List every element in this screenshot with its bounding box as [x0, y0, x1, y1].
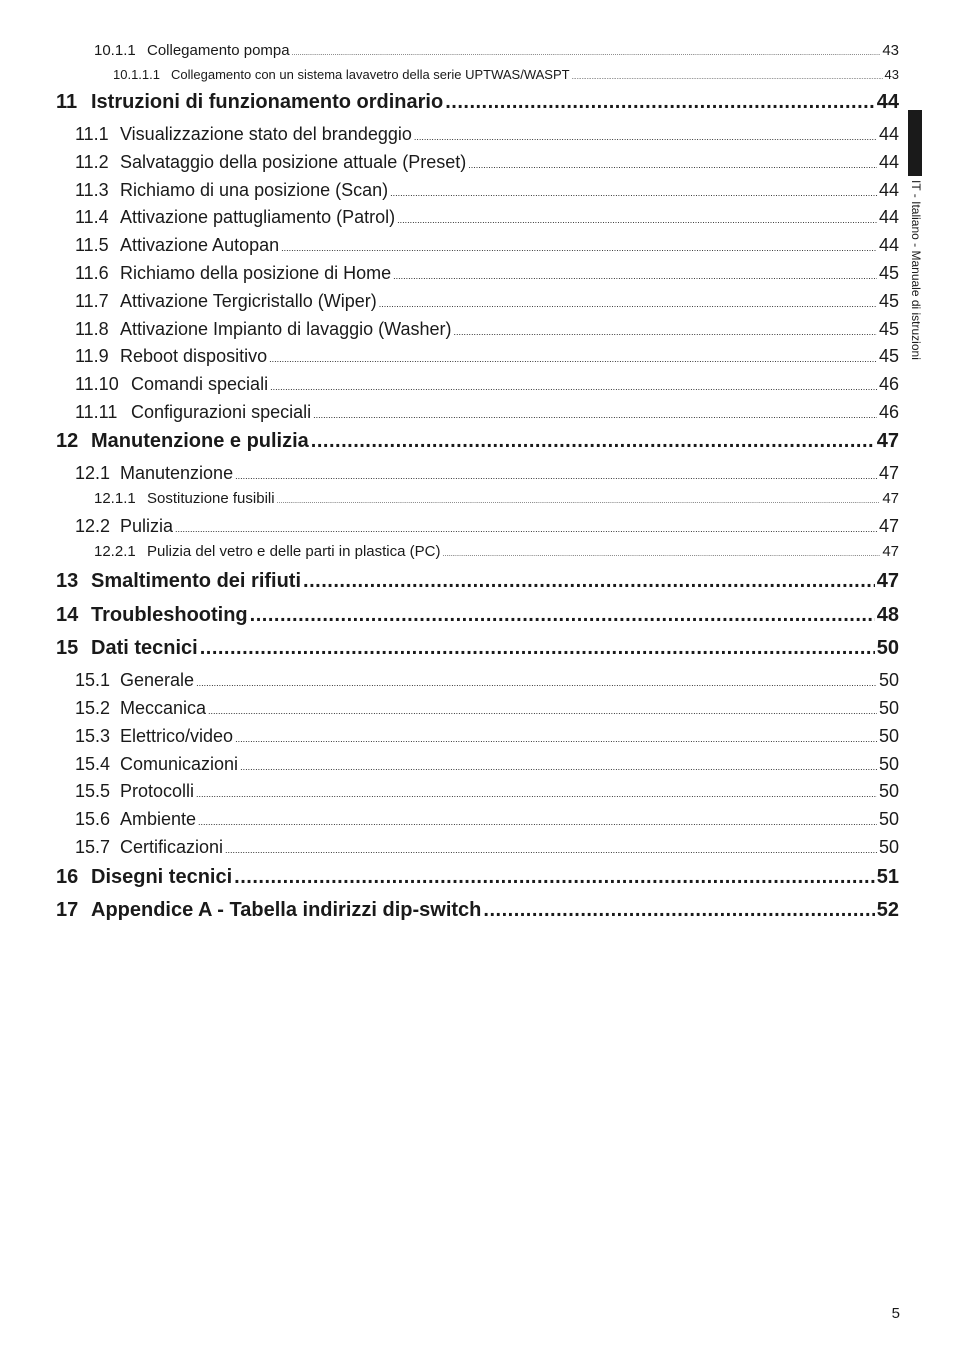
- toc-entry-number: 11.2: [75, 152, 109, 172]
- toc-entry[interactable]: [75, 837, 899, 859]
- toc-entry-title: Visualizzazione stato del brandeggio: [120, 124, 412, 144]
- toc-entry-title: Sostituzione fusibili: [147, 490, 275, 507]
- toc-entry-page: 47: [882, 543, 899, 560]
- toc-entry-title: Dati tecnici: [91, 637, 198, 659]
- toc-leader-dots: [235, 734, 877, 744]
- toc-entry-title: Attivazione pattugliamento (Patrol): [120, 207, 396, 227]
- toc-leader-dots: [572, 75, 883, 81]
- toc-entry[interactable]: [75, 291, 899, 313]
- toc-entry-page: 45: [878, 346, 899, 366]
- toc-chapter[interactable]: [56, 91, 899, 117]
- side-tab-marker: [908, 110, 922, 176]
- toc-entry-title: Smaltimento dei rifiuti: [91, 570, 302, 592]
- toc-entry[interactable]: [75, 263, 899, 285]
- toc-entry-title: Manutenzione: [120, 463, 234, 483]
- toc-entry[interactable]: [75, 781, 899, 803]
- toc-leader-dots: [196, 789, 877, 799]
- toc-entry[interactable]: [75, 402, 899, 424]
- toc-entry-page: 50: [878, 698, 899, 718]
- toc-leader-dots: [442, 551, 880, 558]
- toc-entry-title: Manutenzione e pulizia: [91, 430, 309, 452]
- toc-entry-number: 15.6: [75, 809, 111, 829]
- toc-entry-number: 11.7: [75, 291, 109, 311]
- toc-entry-page: 44: [878, 180, 899, 200]
- toc-leader-dots: [240, 762, 877, 772]
- toc-entry-title: Richiamo di una posizione (Scan): [120, 180, 389, 200]
- toc-entry[interactable]: [75, 754, 899, 776]
- toc-chapter[interactable]: [56, 604, 899, 630]
- toc-entry-title: Salvataggio della posizione attuale (Preset): [120, 152, 467, 172]
- toc-leader-dots: [483, 899, 874, 922]
- toc-leader-dots: [292, 50, 881, 57]
- toc-entry-title: Disegni tecnici: [91, 866, 233, 888]
- toc-entry-number: 11.9: [75, 346, 109, 366]
- toc-entry-page: 51: [876, 866, 899, 888]
- toc-entry-number: 15.5: [75, 781, 111, 801]
- toc-entry-page: 50: [876, 637, 899, 659]
- toc-entry-number: 15.2: [75, 698, 111, 718]
- toc-entry-title: Pulizia: [120, 516, 174, 536]
- toc-leader-dots: [234, 866, 875, 889]
- toc-entry-page: 50: [878, 781, 899, 801]
- toc-leader-dots: [414, 132, 877, 142]
- toc-entry-number: 12: [56, 430, 79, 452]
- toc-leader-dots: [379, 299, 877, 309]
- toc-entry[interactable]: [75, 207, 899, 229]
- toc-entry-title: Meccanica: [120, 698, 207, 718]
- toc-entry-number: 10.1.1.1: [113, 67, 160, 82]
- toc-leader-dots: [454, 327, 877, 337]
- toc-leader-dots: [277, 498, 881, 505]
- toc-entry-title: Certificazioni: [120, 837, 224, 857]
- toc-entry-page: 45: [878, 319, 899, 339]
- toc-entry[interactable]: [75, 670, 899, 692]
- toc-entry[interactable]: [75, 726, 899, 748]
- toc-entry-number: 15.7: [75, 837, 111, 857]
- toc-entry-number: 12.2.1: [94, 543, 136, 560]
- toc-leader-dots: [397, 215, 877, 225]
- toc-entry-title: Appendice A - Tabella indirizzi dip-switch: [91, 899, 482, 921]
- toc-entry-page: 47: [882, 490, 899, 507]
- toc-entry-number: 17: [56, 899, 79, 921]
- toc-entry[interactable]: [75, 516, 899, 538]
- toc-entry[interactable]: [75, 374, 899, 396]
- toc-leader-dots: [208, 706, 877, 716]
- toc-entry-number: 14: [56, 604, 79, 626]
- toc-entry-title: Collegamento pompa: [147, 42, 290, 59]
- toc-leader-dots: [250, 604, 875, 627]
- toc-entry-number: 12.1.1: [94, 490, 136, 507]
- toc-entry-number: 13: [56, 570, 79, 592]
- toc-entry-page: 47: [876, 430, 899, 452]
- toc-chapter[interactable]: [56, 570, 899, 596]
- toc-entry[interactable]: [113, 67, 899, 84]
- toc-entry[interactable]: [75, 463, 899, 485]
- toc-entry[interactable]: [94, 42, 899, 61]
- toc-entry[interactable]: [75, 180, 899, 202]
- toc-entry-title: Attivazione Impianto di lavaggio (Washer): [120, 319, 452, 339]
- toc-entry-page: 47: [878, 463, 899, 483]
- toc-entry-page: 46: [878, 374, 899, 394]
- toc-entry-title: Generale: [120, 670, 195, 690]
- toc-entry-title: Pulizia del vetro e delle parti in plastica (PC): [147, 543, 441, 560]
- toc-entry-number: 11.11: [75, 402, 118, 422]
- toc-entry-page: 44: [878, 235, 899, 255]
- toc-entry-number: 11.10: [75, 374, 119, 394]
- toc-entry-page: 44: [878, 124, 899, 144]
- toc-entry-number: 15.1: [75, 670, 111, 690]
- toc-entry-page: 48: [876, 604, 899, 626]
- toc-entry[interactable]: [94, 543, 899, 562]
- toc-leader-dots: [235, 471, 877, 481]
- toc-leader-dots: [281, 243, 877, 253]
- toc-entry[interactable]: [75, 809, 899, 831]
- toc-entry[interactable]: [75, 346, 899, 368]
- toc-entry-number: 11.8: [75, 319, 109, 339]
- toc-leader-dots: [225, 845, 877, 855]
- toc-entry-page: 50: [878, 726, 899, 746]
- toc-entry-page: 45: [878, 291, 899, 311]
- toc-entry-page: 44: [878, 152, 899, 172]
- toc-entry-page: 52: [876, 899, 899, 921]
- toc-entry-number: 12.1: [75, 463, 111, 483]
- toc-entry-title: Ambiente: [120, 809, 197, 829]
- toc-entry-title: Attivazione Autopan: [120, 235, 280, 255]
- toc-chapter[interactable]: [56, 637, 899, 663]
- toc-entry-title: Elettrico/video: [120, 726, 234, 746]
- toc-entry-number: 11: [56, 91, 78, 113]
- toc-entry-number: 16: [56, 866, 79, 888]
- toc-entry[interactable]: [94, 490, 899, 509]
- toc-leader-dots: [200, 637, 875, 660]
- toc-entry-page: 44: [876, 91, 899, 113]
- toc-entry-page: 47: [876, 570, 899, 592]
- toc-entry-page: 50: [878, 754, 899, 774]
- toc-entry-page: 43: [884, 67, 899, 82]
- toc-entry-title: Istruzioni di funzionamento ordinario: [91, 91, 444, 113]
- toc-entry-number: 11.4: [75, 207, 109, 227]
- toc-entry-page: 44: [878, 207, 899, 227]
- toc-entry-number: 11.6: [75, 263, 109, 283]
- toc-entry[interactable]: [75, 152, 899, 174]
- toc-entry[interactable]: [75, 698, 899, 720]
- toc-leader-dots: [270, 382, 877, 392]
- toc-entry-title: Comunicazioni: [120, 754, 239, 774]
- toc-entry-page: 46: [878, 402, 899, 422]
- toc-entry-title: Comandi speciali: [131, 374, 269, 394]
- toc-entry-page: 43: [882, 42, 899, 59]
- toc-leader-dots: [175, 524, 877, 534]
- page-number: 5: [891, 1305, 900, 1322]
- toc-leader-dots: [198, 817, 877, 827]
- toc-entry-title: Configurazioni speciali: [131, 402, 312, 422]
- toc-leader-dots: [393, 271, 877, 281]
- toc-leader-dots: [303, 570, 875, 593]
- toc-entry[interactable]: [75, 124, 899, 146]
- toc-entry-title: Collegamento con un sistema lavavetro della serie UPTWAS/WASPT: [171, 67, 570, 82]
- toc-entry-page: 50: [878, 837, 899, 857]
- toc-entry-number: 15: [56, 637, 79, 659]
- toc-leader-dots: [311, 430, 875, 453]
- toc-entry[interactable]: [75, 235, 899, 257]
- toc-entry-page: 50: [878, 670, 899, 690]
- toc-entry-number: 11.3: [75, 180, 109, 200]
- toc-leader-dots: [445, 91, 875, 114]
- toc-entry-number: 10.1.1: [94, 42, 136, 59]
- toc-entry-number: 15.4: [75, 754, 111, 774]
- toc-leader-dots: [196, 678, 877, 688]
- toc-entry-number: 11.5: [75, 235, 109, 255]
- toc-entry-title: Richiamo della posizione di Home: [120, 263, 392, 283]
- toc-entry[interactable]: [75, 319, 899, 341]
- toc-entry-page: 45: [878, 263, 899, 283]
- toc-entry-title: Attivazione Tergicristallo (Wiper): [120, 291, 377, 311]
- toc-entry-page: 47: [878, 516, 899, 536]
- side-language-label: IT - Italiano - Manuale di istruzioni: [909, 180, 923, 360]
- toc-chapter[interactable]: [56, 899, 899, 925]
- toc-entry-title: Troubleshooting: [91, 604, 248, 626]
- toc-entry-number: 11.1: [75, 124, 109, 144]
- toc-entry-number: 15.3: [75, 726, 111, 746]
- toc-leader-dots: [269, 354, 877, 364]
- toc-entry-title: Protocolli: [120, 781, 195, 801]
- toc-chapter[interactable]: [56, 430, 899, 456]
- toc-entry-title: Reboot dispositivo: [120, 346, 268, 366]
- toc-leader-dots: [468, 160, 877, 170]
- toc-entry-page: 50: [878, 809, 899, 829]
- toc-chapter[interactable]: [56, 866, 899, 892]
- toc-entry-number: 12.2: [75, 516, 111, 536]
- toc-leader-dots: [313, 410, 877, 420]
- toc-leader-dots: [390, 188, 877, 198]
